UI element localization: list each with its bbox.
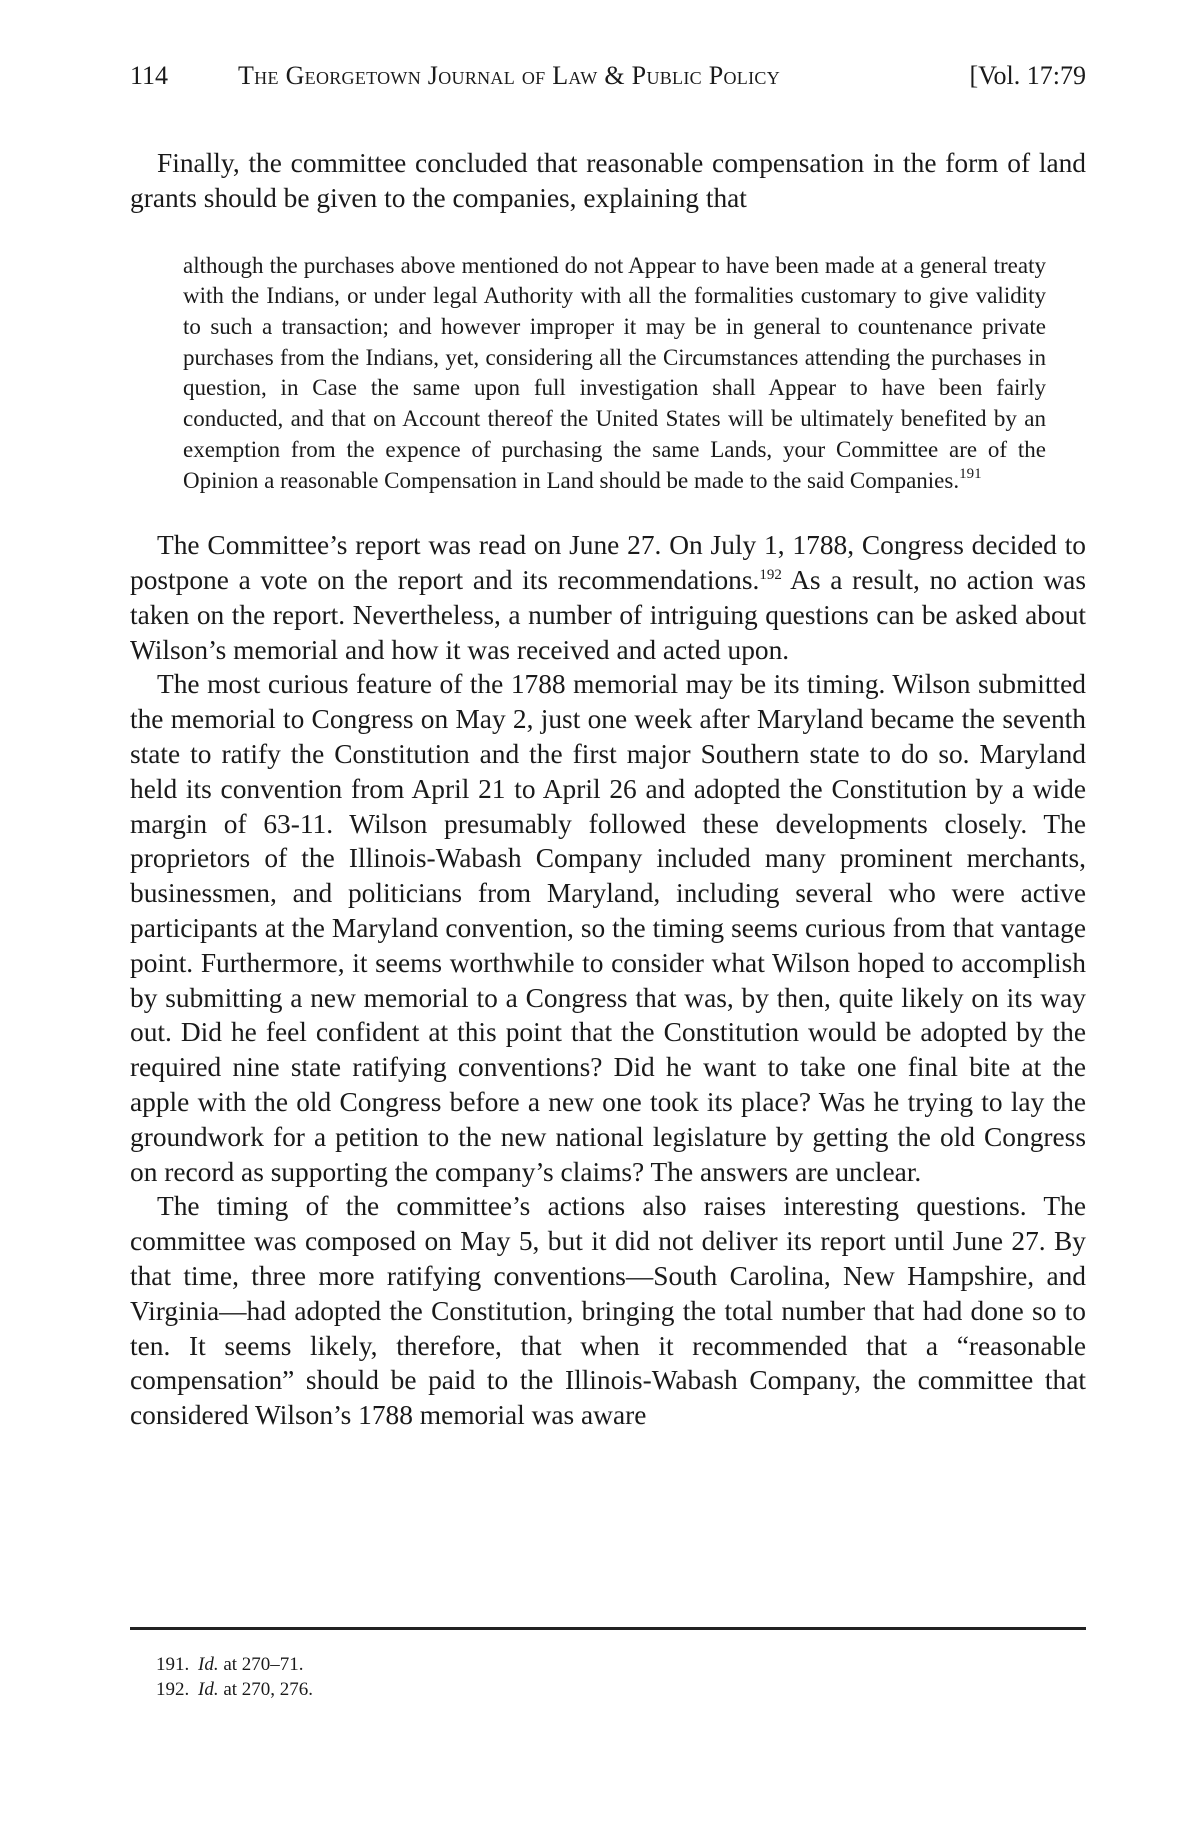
footnotes — [156, 1652, 1086, 1702]
block-quote — [183, 251, 1046, 497]
paragraph-2-text-b: As a result, no action was taken on the report. Nevertheless, a number of intriguing questions can be asked about Wilson’s memorial and how it was received and acted upon. — [130, 565, 1086, 665]
footnote-cite: Id. — [198, 1679, 219, 1700]
footnote-191 — [156, 1652, 1086, 1677]
page-number: 114 — [130, 61, 169, 90]
footnote-divider — [130, 1627, 1086, 1630]
block-quote-text: although the purchases above mentioned do not Appear to have been made at a general treaty with the Indians, or under legal Authority with all the formalities customary to give validity to such a transaction; and however improper it may be in general to countenance private purchases from the Indians, yet, considering all the Circumstances attending the purchases in question, in Case the same upon full investigation shall Appear to have been fairly conducted, and that on Account thereof the United States will be ultimately benefited by an exemption from the expence of purchasing the same Lands, your Committee are of the Opinion a reasonable Compensation in Land should be made to the said Companies. — [183, 252, 1046, 493]
running-head — [130, 56, 1086, 96]
paragraph-2 — [130, 528, 1086, 667]
paragraph-1: Finally, the committee concluded that reasonable compensation in the form of land grants should be given to the companies, explaining that — [130, 148, 1086, 213]
paragraph-2-text-a: The Committee’s report was read on June 27. On July 1, 1788, Congress decided to postpone a vote on the report and its recommendations. — [130, 530, 1086, 596]
footnote-ref-192[interactable]: 192 — [759, 567, 782, 584]
volume-label: [Vol. 17:79 — [969, 61, 1086, 90]
journal-title: The Georgetown Journal of Law & Public Policy — [238, 61, 780, 90]
paragraph-4: The timing of the committee’s actions also raises interesting questions. The committee was composed on May 5, but it did not deliver its report until June 27. By that time, three more ratifying conventions—South Carolina, New Hampshire, and Virginia—had adopted the Constitution, bringing the total number that had done so to ten. It seems likely, therefore, that when it recommended that a “reasonable compensation” should be paid to the Illinois-Wabash Company, the committee that considered Wilson’s 1788 memorial was aware — [130, 1191, 1086, 1431]
footnote-text: at 270–71. — [218, 1654, 304, 1675]
footnote-192 — [156, 1677, 1086, 1702]
paragraph-3: The most curious feature of the 1788 memorial may be its timing. Wilson submitted the memorial to Congress on May 2, just one week after Maryland became the seventh state to ratify the Constitution and the first major Southern state to do so. Maryland held its convention from April 21 to April 26 and adopted the Constitution by a wide margin of 63-11. Wilson presumably followed these developments closely. The proprietors of the Illinois-Wabash Company included many prominent merchants, businessmen, and politicians from Maryland, including several who were active participants at the Maryland convention, so the timing seems curious from that vantage point. Furthermore, it seems worthwhile to consider what Wilson hoped to accomplish by submitting a new memorial to a Congress that was, by then, quite likely on its way out. Did he feel confident at this point that the Constitution would be adopted by the required nine state ratifying conventions? Did he want to take one final bite at the apple with the old Congress before a new one took its place? Was he trying to lay the groundwork for a petition to the new national legislature by getting the old Congress on record as supporting the company’s claims? The answers are unclear. — [130, 669, 1086, 1187]
footnote-cite: Id. — [198, 1654, 219, 1675]
footnote-number: 192. — [156, 1679, 190, 1700]
main-text — [130, 146, 1086, 1433]
footnote-number: 191. — [156, 1654, 190, 1675]
footnote-text: at 270, 276. — [218, 1679, 314, 1700]
footnote-ref-191[interactable]: 191 — [959, 465, 982, 482]
